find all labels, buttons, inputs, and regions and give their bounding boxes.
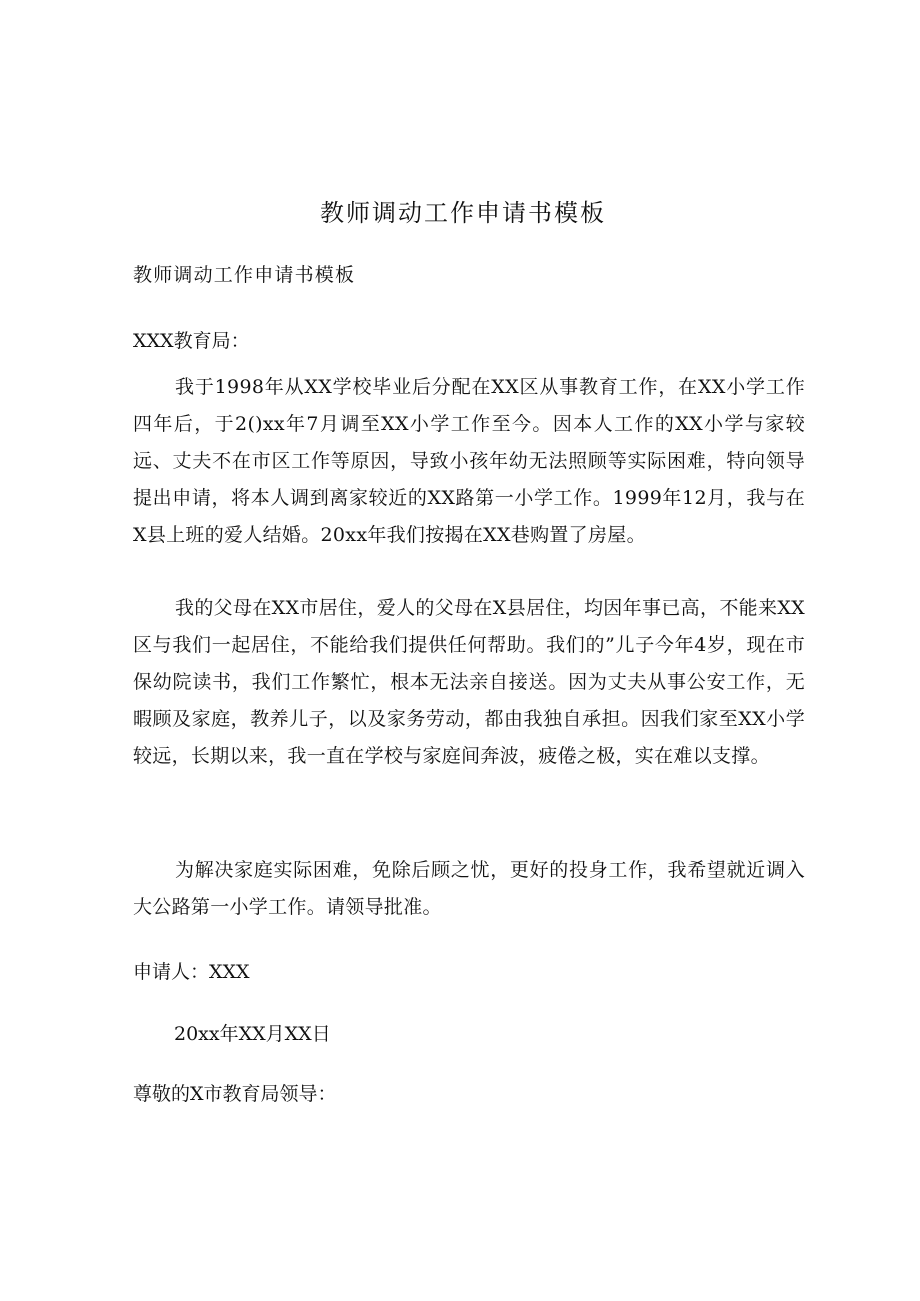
body-paragraph: 我于1998年从XX学校毕业后分配在XX区从事教育工作，在XX小学工作四年后，于2()xx年7月调至XX小学工作至今。因本人工作的XX小学与家较远、丈夫不在市区工作等原因，导致小孩年幼无法照顾等实际困难，特向领导提出申请，将本人调到离家较近的XX路第一小学工作。1999年12月，我与在X县上班的爱人结婚。20xx年我们按揭在XX巷购置了房屋。 xyxy=(133,376,805,546)
document-subtitle: 教师调动工作申请书模板 xyxy=(133,264,356,286)
document-title: 教师调动工作申请书模板 xyxy=(320,199,606,227)
date-line: 20xx年XX月XX日 xyxy=(174,1023,331,1045)
signer-line: 申请人：XXX xyxy=(133,961,250,983)
body-paragraph: 我的父母在XX市居住，爱人的父母在X县居住，均因年事已高，不能来XX区与我们一起居住，不能给我们提供任何帮助。我们的”儿子今年4岁，现在市保幼院读书，我们工作繁忙，根本无法亲自接送。因为丈夫从事公安工作，无暇顾及家庭，教养儿子，以及家务劳动，都由我独自承担。因我们家至XX小学较远，长期以来，我一直在学校与家庭间奔波，疲倦之极，实在难以支撑。 xyxy=(133,597,805,767)
salutation: XXX教育局： xyxy=(133,330,250,352)
closing-salutation: 尊敬的X市教育局领导： xyxy=(133,1083,337,1105)
body-paragraph: 为解决家庭实际困难，免除后顾之忧，更好的投身工作，我希望就近调入大公路第一小学工作。请领导批准。 xyxy=(133,859,805,918)
